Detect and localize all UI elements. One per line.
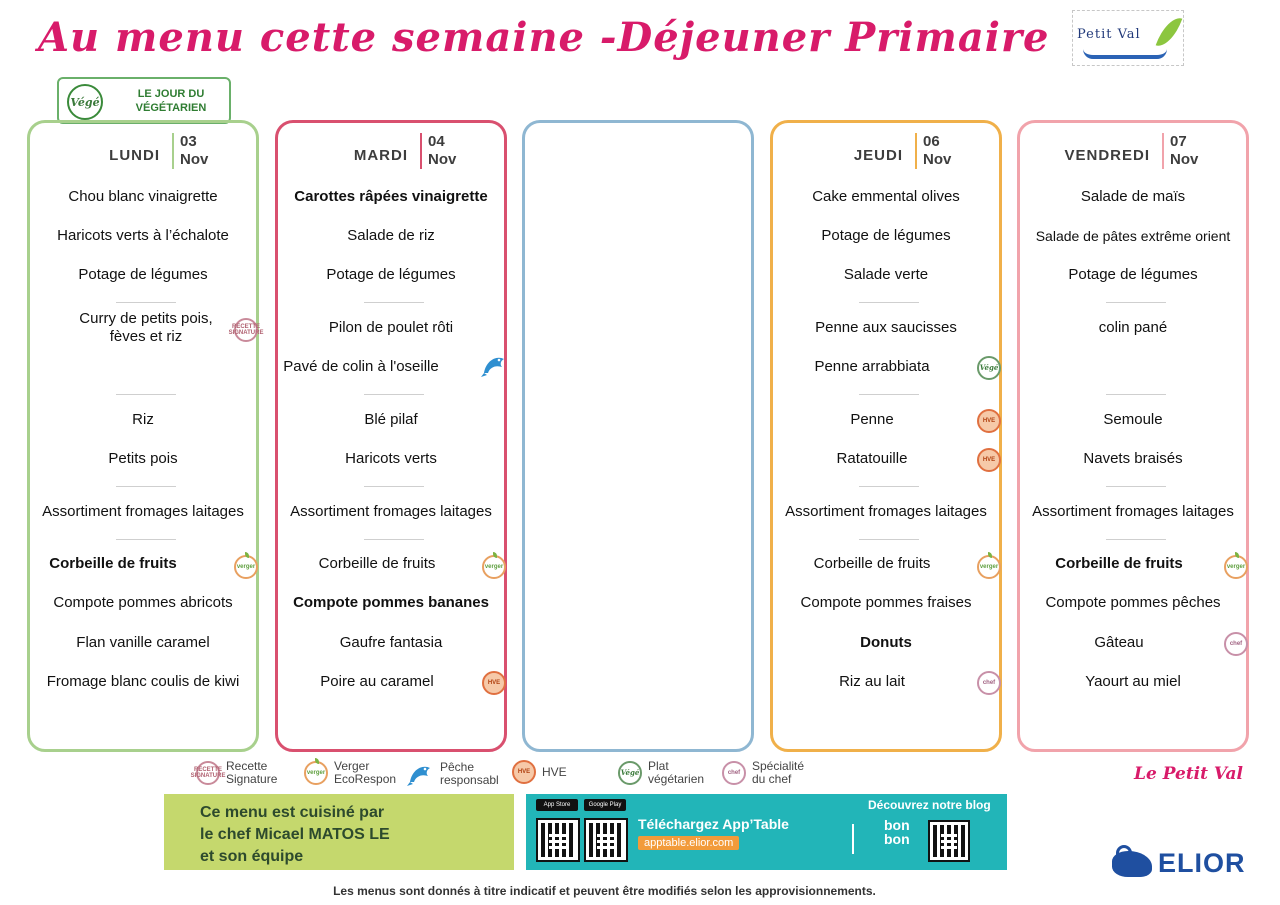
menu-item: Compote pommes fraises xyxy=(800,594,972,611)
specialite-chef-icon: chef xyxy=(722,761,746,785)
menu-item: Salade verte xyxy=(843,266,929,283)
separator xyxy=(859,486,919,487)
menu-item: Petits pois xyxy=(108,450,178,467)
menu-item: Fromage blanc coulis de kiwi xyxy=(46,673,240,690)
day-column-friday xyxy=(1017,120,1249,752)
vegetarian-day-badge xyxy=(57,77,231,124)
menu-item: Compote pommes abricots xyxy=(53,594,233,611)
day-divider xyxy=(915,133,917,169)
legend-item: Végé Plat végétarien xyxy=(618,760,704,786)
menu-item: Blé pilaf xyxy=(364,411,418,428)
day-date: 06 Nov xyxy=(923,133,952,168)
menu-item: colin pané xyxy=(1098,319,1168,336)
verger-ecorespon-icon: verger xyxy=(234,555,258,579)
menu-item: Assortiment fromages laitages xyxy=(785,503,987,520)
blog-label: Découvrez notre blog xyxy=(868,798,991,812)
vege-logo-icon: Végé xyxy=(67,84,103,120)
fish-icon xyxy=(480,351,508,379)
verger-ecorespon-icon: verger xyxy=(977,555,1001,579)
plat-vegetarien-icon: Végé xyxy=(977,356,1001,380)
app-banner xyxy=(526,794,1007,870)
separator xyxy=(364,394,424,395)
fish-icon xyxy=(406,760,434,788)
day-name: JEUDI xyxy=(853,147,903,164)
app-url-link[interactable]: apptable.elior.com xyxy=(638,836,739,850)
bonbon-logo: bon bon xyxy=(884,817,910,847)
menu-item: Flan vanille caramel xyxy=(76,634,210,651)
separator xyxy=(1106,302,1166,303)
legend-item: verger Verger EcoRespon xyxy=(304,760,396,786)
day-header xyxy=(1020,133,1246,169)
menu-item: Cake emmental olives xyxy=(812,188,960,205)
recette-signature-icon: RECETTE SIGNATURE xyxy=(196,761,220,785)
qr-code-icon xyxy=(538,820,578,860)
legend-item: chef Spécialité du chef xyxy=(722,760,804,786)
swoosh-icon xyxy=(1083,49,1167,59)
specialite-chef-icon: chef xyxy=(1224,632,1248,656)
day-header xyxy=(773,133,999,169)
menu-item: Ratatouille xyxy=(836,450,908,467)
separator xyxy=(1106,394,1166,395)
app-store-badge[interactable]: App Store xyxy=(536,799,578,811)
leaf-icon xyxy=(1156,13,1183,50)
separator xyxy=(1106,539,1166,540)
day-header xyxy=(30,133,256,169)
menu-item: Curry de petits pois, fèves et riz xyxy=(79,310,213,345)
recette-signature-icon: RECETTE SIGNATURE xyxy=(234,318,258,342)
menu-item: Pilon de poulet rôti xyxy=(328,319,454,336)
separator xyxy=(116,394,176,395)
menu-item: Gâteau xyxy=(1094,634,1144,651)
menu-item: Haricots verts xyxy=(345,450,437,467)
day-column-wednesday xyxy=(522,120,754,752)
school-logo-name: Petit Val xyxy=(1077,27,1141,42)
menu-item: Haricots verts à l’échalote xyxy=(57,227,229,244)
menu-item: Assortiment fromages laitages xyxy=(290,503,492,520)
verger-ecorespon-icon: verger xyxy=(1224,555,1248,579)
hve-icon: HVE xyxy=(482,671,506,695)
menu-item: Assortiment fromages laitages xyxy=(42,503,244,520)
hve-icon: HVE xyxy=(512,760,536,784)
app-title: Téléchargez App’Table xyxy=(638,816,789,832)
footer-note: Les menus sont donnés à titre indicatif et peuvent être modifiés selon les approvisionnements. xyxy=(333,884,876,898)
divider xyxy=(852,824,854,854)
day-name: VENDREDI xyxy=(1064,147,1150,164)
chef-line: Ce menu est cuisiné par xyxy=(200,804,385,821)
chef-line: le chef Micael MATOS LE xyxy=(200,826,390,843)
day-name: LUNDI xyxy=(109,147,160,164)
separator xyxy=(859,539,919,540)
legend xyxy=(0,760,1280,794)
plat-vegetarien-icon: Végé xyxy=(618,761,642,785)
menu-item: Potage de légumes xyxy=(78,266,208,283)
brand-name: Le Petit Val xyxy=(1134,764,1244,784)
hve-icon: HVE xyxy=(977,448,1001,472)
menu-item: Riz au lait xyxy=(839,673,905,690)
day-date: 03 Nov xyxy=(180,133,209,168)
menu-item: Corbeille de fruits xyxy=(318,555,436,572)
menu-item: Compote pommes pêches xyxy=(1045,594,1221,611)
separator xyxy=(859,302,919,303)
menu-item: Donuts xyxy=(860,634,912,651)
menu-item: Corbeille de fruits xyxy=(49,555,177,572)
verger-ecorespon-icon: verger xyxy=(304,761,328,785)
separator xyxy=(364,486,424,487)
menu-item: Corbeille de fruits xyxy=(1055,555,1183,572)
separator xyxy=(859,394,919,395)
menu-item: Salade de pâtes extrême orient xyxy=(1035,228,1231,244)
separator xyxy=(364,302,424,303)
day-column-monday xyxy=(27,120,264,752)
menu-item: Compote pommes bananes xyxy=(293,594,489,611)
separator xyxy=(116,539,176,540)
chef-box xyxy=(164,794,514,870)
bull-icon xyxy=(1112,851,1152,877)
menu-item: Riz xyxy=(132,411,154,428)
hve-icon: HVE xyxy=(977,409,1001,433)
school-logo xyxy=(1072,10,1184,66)
menu-item: Salade de maïs xyxy=(1080,188,1186,205)
specialite-chef-icon: chef xyxy=(977,671,1001,695)
chef-line: et son équipe xyxy=(200,848,304,865)
day-header xyxy=(278,133,504,169)
day-column-thursday xyxy=(770,120,1002,752)
day-column-tuesday xyxy=(275,120,507,752)
menu-item: Potage de légumes xyxy=(326,266,456,283)
day-divider xyxy=(172,133,174,169)
google-play-badge[interactable]: Google Play xyxy=(584,799,626,811)
menu-item: Assortiment fromages laitages xyxy=(1032,503,1234,520)
menu-item: Carottes râpées vinaigrette xyxy=(294,188,488,205)
day-divider xyxy=(420,133,422,169)
menu-item: Semoule xyxy=(1103,411,1163,428)
menu-item: Yaourt au miel xyxy=(1085,673,1181,690)
day-name: MARDI xyxy=(353,147,408,164)
legend-item: HVE HVE xyxy=(512,760,567,784)
separator xyxy=(116,486,176,487)
menu-item: Pavé de colin à l'oseille xyxy=(283,358,439,375)
legend-item: RECETTE SIGNATURE Recette Signature xyxy=(190,759,278,786)
verger-ecorespon-icon: verger xyxy=(482,555,506,579)
vegetarian-day-label: LE JOUR DU VÉGÉTARIEN xyxy=(135,88,207,114)
menu-item: Chou blanc vinaigrette xyxy=(68,188,218,205)
separator xyxy=(1106,486,1166,487)
legend-item: Pêche responsabl xyxy=(406,760,499,788)
separator xyxy=(116,302,176,303)
separator xyxy=(364,539,424,540)
menu-item: Potage de légumes xyxy=(821,227,951,244)
day-date: 04 Nov xyxy=(428,133,457,168)
menu-item: Penne aux saucisses xyxy=(815,319,957,336)
menu-item: Navets braisés xyxy=(1083,450,1183,467)
menu-item: Penne xyxy=(850,411,894,428)
day-divider xyxy=(1162,133,1164,169)
menu-item: Salade de riz xyxy=(347,227,435,244)
day-date: 07 Nov xyxy=(1170,133,1199,168)
menu-item: Gaufre fantasia xyxy=(339,634,443,651)
menu-item: Potage de légumes xyxy=(1068,266,1198,283)
qr-code-icon xyxy=(586,820,626,860)
menu-item: Penne arrabbiata xyxy=(814,358,930,375)
page-title: Au menu cette semaine -Déjeuner Primaire xyxy=(38,14,1050,61)
elior-logo: ELIOR xyxy=(1112,848,1246,879)
qr-code-icon xyxy=(930,822,968,860)
menu-item: Poire au caramel xyxy=(320,673,434,690)
menu-item: Corbeille de fruits xyxy=(813,555,931,572)
